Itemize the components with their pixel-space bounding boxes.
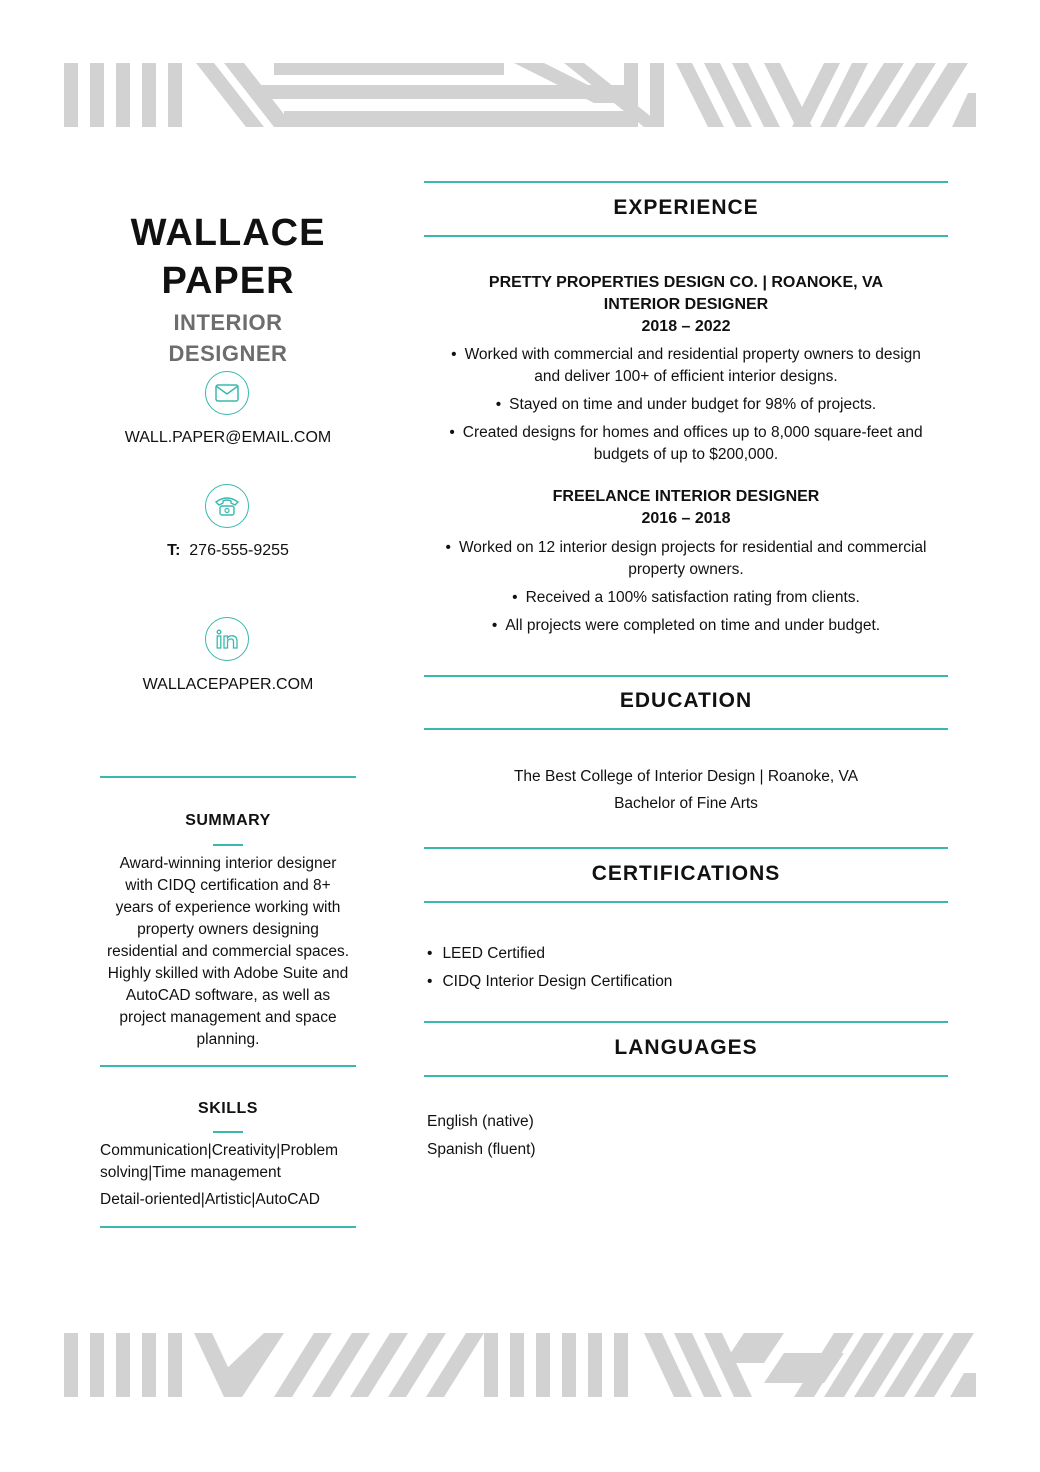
experience-bottom-divider	[424, 235, 948, 237]
language-item: Spanish (fluent)	[427, 1141, 536, 1158]
bottom-stripe-banner	[64, 1333, 976, 1397]
summary-line: property owners designing	[137, 921, 319, 938]
job-2-company: FREELANCE INTERIOR DESIGNER	[552, 488, 820, 505]
bullet-text-cont: property owners.	[628, 561, 744, 578]
summary-line: Highly skilled with Adobe Suite and	[107, 965, 349, 982]
linkedin-icon	[205, 617, 249, 661]
certification-item: • LEED Certified	[427, 945, 545, 962]
job-1-title: INTERIOR DESIGNER	[603, 296, 769, 313]
certifications-bottom-divider	[424, 901, 948, 903]
school-name: The Best College of Interior Design | Roanoke, VA	[513, 768, 859, 785]
education-heading: EDUCATION	[619, 689, 753, 712]
certification-text: LEED Certified	[442, 945, 545, 962]
job-1-bullet-3: • Created designs for homes and offices up to 8,000 square-feet and budgets of up to $200,000.	[424, 422, 948, 466]
phone-number[interactable]: 276-555-9255	[189, 542, 289, 559]
certifications-heading: CERTIFICATIONS	[591, 862, 781, 885]
skills-heading-underline	[213, 1131, 243, 1133]
summary-line: with CIDQ certification and 8+	[125, 877, 331, 894]
certification-text: CIDQ Interior Design Certification	[442, 973, 673, 990]
job-1-dates: 2018 – 2022	[641, 318, 731, 335]
skills-line: solving|Time management	[100, 1164, 281, 1181]
bullet-text: Worked with commercial and residential property owners to design	[464, 346, 921, 363]
summary-line: residential and commercial spaces.	[106, 943, 350, 960]
name-last: PAPER	[161, 260, 295, 302]
skills-line: Detail-oriented|Artistic|AutoCAD	[100, 1191, 320, 1208]
education-bottom-divider	[424, 728, 948, 730]
job-1-header	[424, 272, 948, 338]
job-2-dates: 2016 – 2018	[641, 510, 731, 527]
skills-list	[100, 1140, 356, 1211]
envelope-icon	[205, 371, 249, 415]
education-top-divider	[424, 675, 948, 677]
job-title-line2: DESIGNER	[168, 341, 288, 366]
email-text[interactable]: WALL.PAPER@EMAIL.COM	[124, 429, 332, 446]
summary-line: years of experience working with	[115, 899, 341, 916]
job-1-bullet-2: • Stayed on time and under budget for 98% of projects.	[495, 396, 877, 413]
job-1-company: PRETTY PROPERTIES DESIGN CO. | ROANOKE, VA	[488, 274, 884, 291]
job-2-header	[424, 486, 948, 530]
job-title-line1: INTERIOR	[173, 310, 283, 335]
certifications-top-divider	[424, 847, 948, 849]
bullet-text: Created designs for homes and offices up to 8,000 square-feet and	[462, 424, 923, 441]
website-link[interactable]: WALLACEPAPER.COM	[142, 676, 314, 693]
bullet-text: Received a 100% satisfaction rating from clients.	[525, 589, 860, 606]
job-2-bullet-2: • Received a 100% satisfaction rating from clients.	[512, 589, 860, 606]
job-2-bullet-1: • Worked on 12 interior design projects for residential and commercial property owners.	[424, 537, 948, 581]
job-2-bullet-3: • All projects were completed on time and under budget.	[491, 617, 881, 634]
phone-line	[100, 542, 356, 560]
bullet-text-cont: and deliver 100+ of efficient interior designs.	[534, 368, 838, 385]
language-item: English (native)	[427, 1113, 534, 1130]
summary-heading-underline	[213, 844, 243, 846]
languages-bottom-divider	[424, 1075, 948, 1077]
bullet-text: All projects were completed on time and under budget.	[505, 617, 881, 634]
skills-heading: SKILLS	[198, 1100, 258, 1117]
experience-top-divider	[424, 181, 948, 183]
certification-item: • CIDQ Interior Design Certification	[427, 973, 673, 990]
phone-label: T:	[167, 542, 181, 559]
experience-heading: EXPERIENCE	[613, 196, 759, 219]
bullet-text-cont: budgets of up to $200,000.	[593, 446, 779, 463]
skills-bottom-divider	[100, 1226, 356, 1228]
degree-name: Bachelor of Fine Arts	[614, 795, 758, 812]
summary-line: Award-winning interior designer	[119, 855, 337, 872]
summary-paragraph	[100, 853, 356, 1051]
summary-line: AutoCAD software, as well as	[125, 987, 331, 1004]
bullet-text: Stayed on time and under budget for 98% of projects.	[509, 396, 877, 413]
job-1-bullet-1: • Worked with commercial and residential property owners to design and deliver 100+ of efficient interior designs.	[424, 344, 948, 388]
summary-line: project management and space	[119, 1009, 337, 1026]
languages-top-divider	[424, 1021, 948, 1023]
skills-line: Communication|Creativity|Problem	[100, 1142, 339, 1159]
name-first: WALLACE	[130, 212, 326, 254]
languages-heading: LANGUAGES	[614, 1036, 758, 1059]
bullet-text: Worked on 12 interior design projects for residential and commercial	[458, 539, 927, 556]
top-stripe-banner	[64, 63, 976, 127]
education-entry	[424, 763, 948, 817]
summary-top-divider	[100, 776, 356, 778]
summary-line: planning.	[196, 1031, 260, 1048]
phone-icon	[205, 484, 249, 528]
skills-top-divider	[100, 1065, 356, 1067]
summary-heading: SUMMARY	[185, 812, 271, 829]
